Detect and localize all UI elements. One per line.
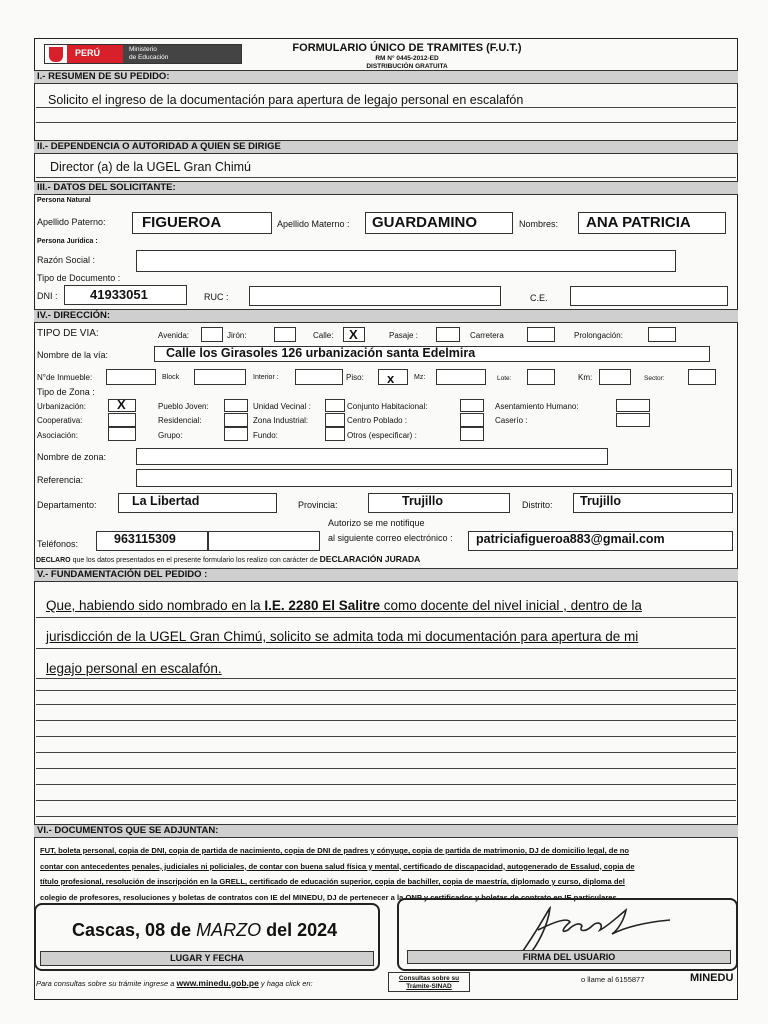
- fundamentacion-line-1: [46, 598, 642, 613]
- distribution-label: DISTRIBUCIÓN GRATUITA: [366, 63, 448, 70]
- distrito-value: Trujillo: [580, 494, 621, 508]
- declaro-bold: DECLARO: [36, 557, 71, 564]
- sector-field[interactable]: [688, 369, 716, 385]
- pasaje-label: Pasaje :: [389, 331, 418, 340]
- nombre-zona-field[interactable]: [136, 448, 608, 465]
- form-title: FORMULARIO ÚNICO DE TRAMITES (F.U.T.): [292, 42, 522, 54]
- dni-value: 41933051: [90, 287, 148, 302]
- declaro-text: que los datos presentados en el presente formulario los realizo con carácter de: [72, 557, 318, 564]
- phone-text: o llame al 6155877: [581, 975, 645, 984]
- asentamiento-checkbox[interactable]: [616, 399, 650, 412]
- jiron-checkbox[interactable]: [274, 327, 296, 342]
- documentos-line-2: contar con antecedentes penales, judiciales ni policiales, de contar con buena salud física y mental, certificado de discapacidad, autogenerado de Essalud, copia de: [40, 861, 635, 871]
- documentos-line-1: FUT, boleta personal, copia de DNI, copia de partida de nacimiento, copia de DNI de padres y cónyuge, copia de partida de matrimonio, DJ de domicilio legal, de no: [40, 846, 630, 855]
- lugar-fecha-value: [72, 920, 337, 941]
- lote-label: Lote:: [497, 375, 512, 382]
- calle-label: Calle:: [313, 331, 334, 340]
- section-2-heading: II.- DEPENDENCIA O AUTORIDAD A QUIEN SE DIRIGE: [34, 140, 738, 154]
- click-text: y haga click en:: [260, 979, 313, 988]
- apellido-materno-value: GUARDAMINO: [372, 214, 477, 231]
- tipo-zona-label: Tipo de Zona :: [37, 387, 95, 397]
- declaro-line: [36, 554, 420, 564]
- residencial-label: Residencial:: [158, 416, 202, 425]
- prolongacion-checkbox[interactable]: [648, 327, 676, 342]
- mz-field[interactable]: [436, 369, 486, 385]
- provincia-value: Trujillo: [402, 494, 443, 508]
- block-label: Block: [162, 374, 180, 381]
- prolongacion-label: Prolongación:: [574, 331, 623, 340]
- cooperativa-label: Cooperativa:: [37, 416, 83, 425]
- residencial-checkbox[interactable]: [224, 413, 248, 427]
- fundamentacion-line-3: legajo personal en escalafón.: [46, 661, 222, 676]
- resumen-text: Solicito el ingreso de la documentación para apertura de legajo personal en escalafón: [48, 93, 524, 107]
- otros-label: Otros (especificar) :: [347, 431, 417, 440]
- caserio-checkbox[interactable]: [616, 413, 650, 427]
- caserio-label: Caserío :: [495, 416, 528, 425]
- apellido-materno-label: Apellido Materno :: [277, 219, 350, 229]
- ce-field[interactable]: [570, 286, 728, 306]
- autorizo-line2: al siguiente correo electrónico :: [328, 533, 453, 543]
- inmueble-field[interactable]: [106, 369, 156, 385]
- consultas-line: [36, 978, 313, 988]
- zona-industrial-checkbox[interactable]: [325, 413, 345, 427]
- lote-field[interactable]: [527, 369, 555, 385]
- urbanizacion-label: Urbanización:: [37, 402, 86, 411]
- persona-natural-label: Persona Natural: [37, 197, 91, 204]
- unidad-vecinal-checkbox[interactable]: [325, 399, 345, 412]
- fund-line1-a: Que, habiendo sido nombrado en la: [46, 598, 265, 613]
- carretera-label: Carretera: [470, 331, 504, 340]
- lugar-fecha-label: LUGAR Y FECHA: [40, 951, 374, 966]
- sector-label: Sector:: [644, 375, 665, 382]
- ce-label: C.E.: [530, 293, 548, 303]
- departamento-label: Departamento:: [37, 500, 97, 510]
- section-6-heading: VI.- DOCUMENTOS QUE SE ADJUNTAN:: [34, 824, 738, 838]
- declaro-end: DECLARACIÓN JURADA: [319, 554, 421, 564]
- telefono-field-2[interactable]: [208, 531, 320, 551]
- tipo-via-label: TIPO DE VIA:: [37, 328, 99, 339]
- place-date-month: MARZO: [196, 920, 262, 940]
- interior-field[interactable]: [295, 369, 343, 385]
- ruc-field[interactable]: [249, 286, 501, 306]
- persona-juridica-label: Persona Jurídica :: [37, 238, 98, 245]
- zona-industrial-label: Zona Industrial:: [253, 416, 309, 425]
- fundo-checkbox[interactable]: [325, 427, 345, 441]
- minedu-footer-label: MINEDU: [690, 972, 734, 984]
- dependencia-text: Director (a) de la UGEL Gran Chimú: [50, 160, 251, 174]
- otros-checkbox[interactable]: [460, 427, 484, 441]
- nombres-value: ANA PATRICIA: [586, 214, 691, 231]
- departamento-value: La Libertad: [132, 494, 200, 508]
- centro-poblado-label: Centro Poblado :: [347, 416, 408, 425]
- grupo-checkbox[interactable]: [224, 427, 248, 441]
- section-3-heading: III.- DATOS DEL SOLICITANTE:: [34, 181, 738, 195]
- minedu-url-link[interactable]: www.minedu.gob.pe: [176, 978, 259, 988]
- jiron-label: Jirón:: [227, 331, 247, 340]
- km-label: Km:: [578, 373, 593, 382]
- pasaje-checkbox[interactable]: [436, 327, 460, 342]
- mz-label: Mz:: [414, 374, 426, 381]
- grupo-label: Grupo:: [158, 431, 183, 440]
- fund-line1-ie: I.E. 2280 El Salitre: [264, 598, 380, 613]
- apellido-paterno-label: Apellido Paterno:: [37, 217, 106, 227]
- consultas-text: Para consultas sobre su trámite ingrese a: [36, 979, 175, 988]
- pueblo-joven-label: Pueblo Joven:: [158, 402, 209, 411]
- razon-social-field[interactable]: [136, 250, 676, 272]
- calle-mark: X: [349, 327, 358, 342]
- provincia-label: Provincia:: [298, 500, 338, 510]
- fund-line1-c: como docente del nivel inicial , dentro de la: [379, 598, 642, 613]
- asociacion-label: Asociación:: [37, 431, 78, 440]
- rm-number: RM N° 0445-2012-ED: [375, 55, 439, 62]
- documentos-line-4: colegio de profesores, resoluciones y boletas de contratos con IE del MINEDU, DJ de pertenecer a la ONP y certificados y boletas de contrato en IE particulares.: [40, 892, 619, 902]
- razon-social-label: Razón Social :: [37, 255, 96, 265]
- piso-mark: x: [387, 371, 395, 386]
- distrito-label: Distrito:: [522, 500, 553, 510]
- fundo-label: Fundo:: [253, 431, 278, 440]
- documentos-line-3: título profesional, resolución de inscripción en la GRELL, certificado de educación superior, copia de bachiller, copia de maestría, diplomado y curso, diploma del: [40, 877, 625, 886]
- carretera-checkbox[interactable]: [527, 327, 555, 342]
- tipo-documento-label: Tipo de Documento :: [37, 273, 121, 283]
- referencia-label: Referencia:: [37, 475, 84, 485]
- minedu-logo: [44, 44, 242, 64]
- ministry-line2: de Educación: [129, 54, 169, 61]
- interior-label: Interior :: [253, 374, 279, 381]
- nombre-zona-label: Nombre de zona:: [37, 452, 107, 462]
- firma-label: FIRMA DEL USUARIO: [407, 950, 731, 964]
- piso-label: Piso:: [346, 373, 364, 382]
- conjunto-hab-checkbox[interactable]: [460, 399, 484, 412]
- autorizo-line1: Autorizo se me notifique: [328, 518, 425, 528]
- avenida-label: Avenida:: [158, 331, 189, 340]
- sinad-line-1: Consultas sobre su: [398, 975, 460, 982]
- peru-label: PERÚ: [75, 48, 101, 58]
- nombres-label: Nombres:: [519, 219, 559, 229]
- section-1-heading: I.- RESUMEN DE SU PEDIDO:: [34, 70, 738, 84]
- email-value: patriciafigueroa883@gmail.com: [476, 532, 665, 546]
- nombre-via-label: Nombre de la vía:: [37, 350, 109, 360]
- conjunto-hab-label: Conjunto Habitacional:: [347, 402, 428, 411]
- unidad-vecinal-label: Unidad Vecinal :: [253, 402, 311, 411]
- block-field[interactable]: [194, 369, 246, 385]
- fundamentacion-line-2: jurisdicción de la UGEL Gran Chimú, solicito se admita toda mi documentación para apertura de mi: [46, 629, 639, 644]
- sinad-link[interactable]: [388, 972, 470, 992]
- place-date-b: del 2024: [261, 920, 338, 940]
- dni-label: DNI :: [37, 291, 58, 301]
- documentos-text: [40, 843, 734, 905]
- sinad-line-2: Trámite-SINAD: [406, 983, 452, 990]
- avenida-checkbox[interactable]: [201, 327, 223, 342]
- telefonos-label: Teléfonos:: [37, 539, 79, 549]
- ruc-label: RUC :: [204, 292, 229, 302]
- centro-poblado-checkbox[interactable]: [460, 413, 484, 427]
- cooperativa-checkbox[interactable]: [108, 413, 136, 427]
- telefono-value: 963115309: [114, 532, 176, 546]
- inmueble-label: N°de Inmueble:: [37, 373, 93, 382]
- urbanizacion-mark: X: [117, 397, 126, 412]
- asentamiento-label: Asentamiento Humano:: [495, 402, 579, 411]
- pueblo-joven-checkbox[interactable]: [224, 399, 248, 412]
- peru-shield-icon: [49, 47, 63, 62]
- apellido-paterno-value: FIGUEROA: [142, 214, 222, 231]
- asociacion-checkbox[interactable]: [108, 427, 136, 441]
- ministry-line1: Ministerio: [129, 46, 157, 53]
- km-field[interactable]: [599, 369, 631, 385]
- section-5-heading: V.- FUNDAMENTACIÓN DEL PEDIDO :: [34, 568, 738, 582]
- place-date-a: Cascas, 08 de: [72, 920, 197, 940]
- referencia-field[interactable]: [136, 469, 732, 487]
- section-4-heading: IV.- DIRECCIÓN:: [34, 309, 738, 323]
- nombre-via-value: Calle los Girasoles 126 urbanización santa Edelmira: [166, 346, 476, 360]
